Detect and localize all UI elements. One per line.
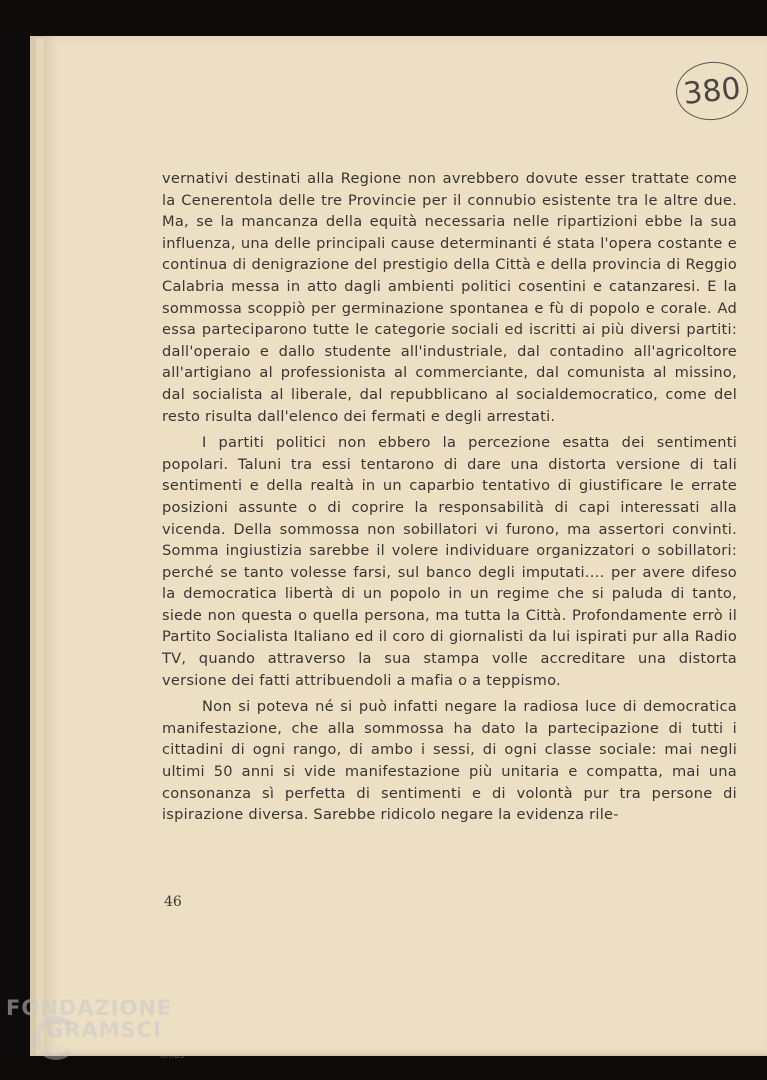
watermark-line1: FONDAZIONE [6,996,173,1020]
watermark-sub: onlus [160,1051,185,1061]
paragraph-2: I partiti politici non ebbero la percezione esatta dei sentimenti popolari. Taluni tra essi tentarono di dare una distorta versione di tali sentimenti e della realtà in un caparbio tentativo di giustificare le errate posizioni assunte o di coprire la responsabilità di capi interessati alla vicenda. Della sommossa non sobillatori vi furono, ma assertori convinti. Somma ingiustizia sarebbe il volere individuare organizzatori o sobillatori: perché se tanto volesse farsi, sul banco degli imputati.... per avere difeso la democratica libertà di un popolo in un regime che si paluda di tanto, siede non questa o quella persona, ma tutta la Città. Profondamente errò il Partito Socialista Italiano ed il coro di giornalisti da lui ispirati pur alla Radio TV, quando attraverso la sua stampa volle accreditare una distorta versione dei fatti attribuendoli a mafia o a teppismo. [162,434,737,689]
archive-number-stamp: 380 [673,58,751,123]
page-number: 46 [164,894,182,910]
watermark [6,996,172,1042]
paragraph-1: vernativi destinati alla Regione non avrebbero dovute esser trattate come la Cenerentola delle tre Provincie per il connubio esistente tra le altre due. Ma, se la mancanza della equità necessaria nelle ripartizioni ebbe la sua influenza, una delle principali cause determinanti é stata l'opera costante e continua di denigrazione del prestigio della Città e della provincia di Reggio Calabria messa in atto dagli ambienti politici cosentini e catanzaresi. E la sommossa scoppiò per germinazione spontanea e fù di popolo e corale. Ad essa parteciparono tutte le categorie sociali ed iscritti ai più diversi partiti: dall'operaio e dallo studente all'industriale, dal contadino all'agricoltore all'artigiano al professionista al commerciante, dal comunista al missino, dal socialista al liberale, dal repubblicano al socialdemocratico, come del resto risulta dall'elenco dei fermati e degli arrestati. [162,170,737,425]
body-text [162,168,737,826]
paragraph-3: Non si poteva né si può infatti negare la radiosa luce di democratica manifestazione, che alla sommossa ha dato la partecipazione di tutti i cittadini di ogni rango, di ambo i sessi, di ogni classe sociale: mai negli ultimi 50 anni si vide manifestazione più unitaria e compatta, mai una consonanza sì perfetta di sentimenti e di volontà pur tra persone di ispirazione diversa. Sarebbe ridicolo negare la evidenza rile- [162,698,737,824]
document-page [44,36,767,1054]
watermark-line2: GRAMSCI [46,1018,162,1042]
